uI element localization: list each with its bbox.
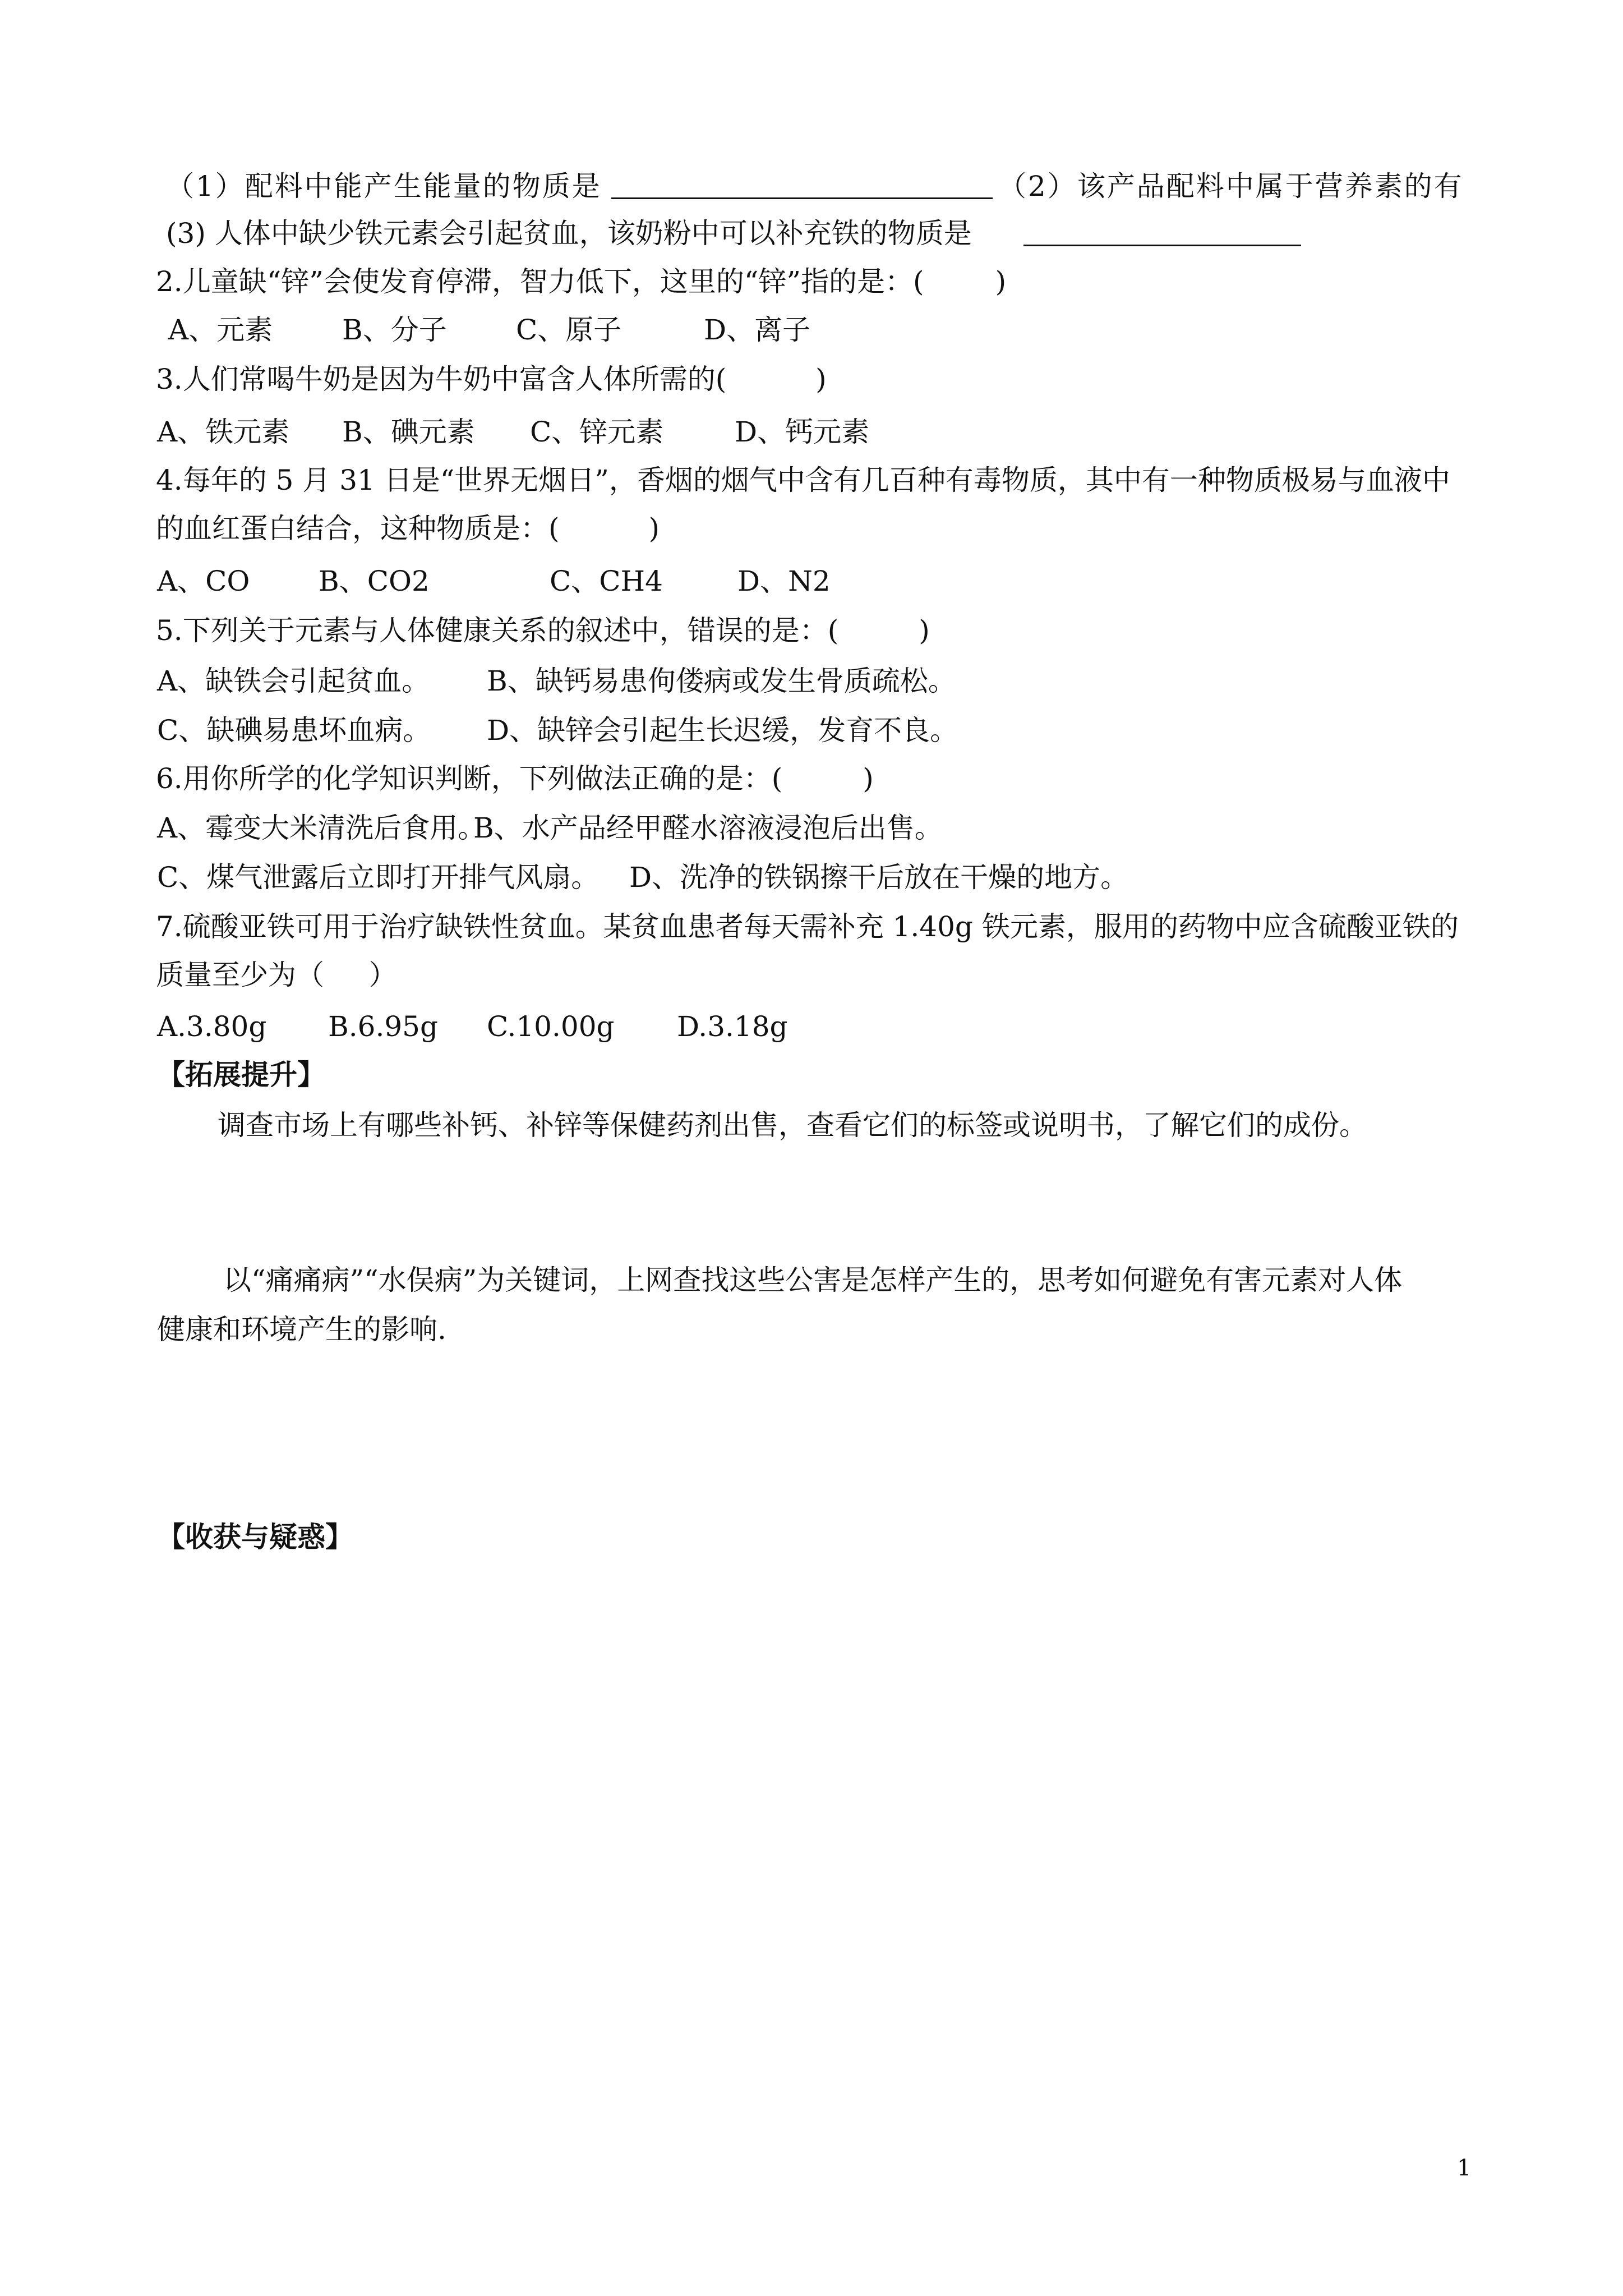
q6-option-b[interactable]: B、水产品经甲醛水溶液浸泡后出售。 [473, 812, 943, 844]
q1-part2-label: （2）该产品配料中属于营养素的有 [998, 170, 1464, 203]
q3-stem-text: 3.人们常喝牛奶是因为牛奶中富含人体所需的( ) [156, 363, 827, 395]
q1-part3-label: (3) 人体中缺少铁元素会引起贫血，该奶粉中可以补充铁的物质是 [166, 217, 972, 250]
q2-option-b[interactable]: B、分子 [342, 314, 447, 346]
q6-option-a[interactable]: A、霉变大米清洗后食用。 [157, 812, 486, 844]
q4-option-b[interactable]: B、CO2 [319, 565, 430, 597]
extension-heading: 【拓展提升】 [157, 1058, 325, 1091]
extension-paragraph-2-text-2: 健康和环境产生的影响. [157, 1313, 446, 1346]
q7-option-a[interactable]: A.3.80g [157, 1010, 267, 1043]
q5-options-row2 [0, 714, 958, 747]
q6-option-c[interactable]: C、煤气泄露后立即打开排气风扇。 [157, 861, 600, 894]
q1-part1-label: （1）配料中能产生能量的物质是 [166, 170, 602, 203]
q5-option-a[interactable]: A、缺铁会引起贫血。 [157, 665, 430, 697]
q7-stem-text-2: 质量至少为（ ） [156, 959, 397, 991]
q5-option-d[interactable]: D、缺锌会引起生长迟缓，发育不良。 [487, 714, 958, 747]
q4-option-d[interactable]: D、N2 [737, 565, 831, 597]
q5-option-b[interactable]: B、缺钙易患佝偻病或发生骨质疏松。 [487, 665, 956, 697]
q3-option-d[interactable]: D、钙元素 [735, 416, 870, 448]
q7-stem-line2 [0, 958, 397, 992]
q1-part1-answer-blank[interactable] [611, 197, 993, 199]
q5-stem [0, 614, 930, 647]
q7-options [0, 1010, 788, 1043]
q5-options-row1 [0, 664, 956, 698]
q4-stem-line1 [0, 463, 1450, 497]
page-number: 1 [1457, 2155, 1472, 2181]
q1-part3-answer-blank[interactable] [1023, 245, 1301, 246]
q6-options-row1 [0, 811, 943, 845]
extension-paragraph-2-text-1: 以“痛痛病”“水俣病”为关键词，上网查找这些公害是怎样产生的，思考如何避免有害元素对人体 [223, 1264, 1403, 1296]
q7-option-b[interactable]: B.6.95g [328, 1010, 438, 1043]
q5-stem-text: 5.下列关于元素与人体健康关系的叙述中，错误的是：( ) [156, 614, 930, 647]
extension-paragraph-2-line1 [0, 1263, 1403, 1297]
q5-option-c[interactable]: C、缺碘易患坏血病。 [157, 714, 431, 747]
q4-stem-text-1: 4.每年的 5 月 31 日是“世界无烟日”，香烟的烟气中含有几百种有毒物质，其中有一种物质极易与血液中 [156, 464, 1450, 496]
extension-paragraph-1 [0, 1108, 1367, 1142]
q4-option-a[interactable]: A、CO [157, 565, 250, 597]
q6-stem [0, 762, 874, 795]
q4-stem-text-2: 的血红蛋白结合，这种物质是：( ) [156, 512, 660, 545]
q4-options [0, 564, 831, 598]
q4-option-c[interactable]: C、CH4 [550, 565, 663, 597]
q3-option-b[interactable]: B、碘元素 [342, 416, 475, 448]
q4-stem-line2 [0, 512, 660, 545]
q3-stem [0, 362, 827, 396]
q2-option-d[interactable]: D、离子 [704, 314, 811, 346]
q2-stem [0, 265, 1007, 298]
q1-line2 [0, 217, 972, 250]
q2-options [0, 313, 811, 347]
q3-options [0, 415, 870, 449]
q7-option-d[interactable]: D.3.18g [677, 1010, 788, 1043]
q6-option-d[interactable]: D、洗净的铁锅擦干后放在干燥的地方。 [629, 861, 1129, 894]
q2-option-a[interactable]: A、元素 [168, 314, 273, 346]
q7-stem-text-1: 7.硫酸亚铁可用于治疗缺铁性贫血。某贫血患者每天需补充 1.40g 铁元素，服用的药物中应含硫酸亚铁的 [156, 910, 1459, 943]
q7-option-c[interactable]: C.10.00g [487, 1010, 615, 1043]
q6-stem-text: 6.用你所学的化学知识判断，下列做法正确的是：( ) [156, 762, 874, 795]
q2-option-c[interactable]: C、原子 [516, 314, 622, 346]
q7-stem-line1 [0, 910, 1459, 944]
reflection-heading: 【收获与疑惑】 [157, 1520, 353, 1553]
extension-paragraph-1-text: 调查市场上有哪些补钙、补锌等保健药剂出售，查看它们的标签或说明书，了解它们的成份。 [218, 1109, 1367, 1142]
q2-stem-text: 2.儿童缺“锌”会使发育停滞，智力低下，这里的“锌”指的是：( ) [156, 265, 1007, 298]
q3-option-a[interactable]: A、铁元素 [157, 416, 290, 448]
q3-option-c[interactable]: C、锌元素 [530, 416, 664, 448]
q1-line1 [0, 169, 1464, 203]
q6-options-row2 [0, 861, 1129, 894]
extension-paragraph-2-line2 [0, 1313, 446, 1346]
